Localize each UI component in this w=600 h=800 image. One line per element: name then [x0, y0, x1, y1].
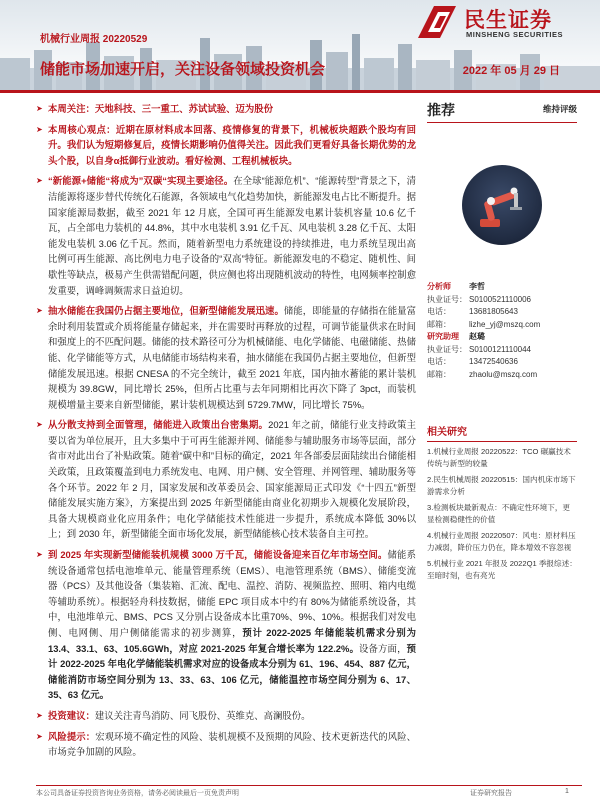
- logo-mark-icon: [414, 2, 460, 42]
- investment-advice-paragraph: [36, 708, 416, 724]
- related-research-link[interactable]: 5.机械行业 2021 年报及 2022Q1 季报综述：至暗时刻，也有亮光: [427, 559, 577, 580]
- arrow-bullet-icon: ➤: [36, 710, 43, 720]
- market-space-paragraph: [36, 547, 416, 703]
- related-research-link[interactable]: 4.机械行业周报 20220507：风电：原材料压力减弱，降价压力仍在，降本增效不容忽视: [427, 531, 576, 552]
- analyst-row: 执业证号： S0100521110006: [427, 294, 531, 304]
- analyst-email: lizhe_yj@mszq.com: [469, 319, 541, 329]
- market-space-text-2: 设备方面，: [359, 642, 407, 654]
- arrow-bullet-icon: ➤: [36, 306, 43, 316]
- analyst-row: 电话： 13681805643: [427, 307, 518, 316]
- pumped-storage-paragraph: [36, 303, 416, 412]
- recommend-label: 推荐: [427, 102, 455, 118]
- related-research: [427, 423, 577, 582]
- risk-warning-paragraph: [36, 729, 416, 760]
- market-space-text-1: 储能系统设备通常包括电池堆单元、能量管理系统（EMS）、电池管理系统（BMS）、储能变流器（PCS）及其他设备（集装箱、汇流、配电、温控、消防、视频监控、照明、箱内电缆等辅助系统）。根据轻舟科技数据，储能 EPC 项目成本中约有 80%为储能系统设备，其中，电池堆单元、BMS、PCS 又分别占设备成本比重70%、9%、10%。根据我们对发电侧、电网侧、用户侧储能需求的初步测算，: [48, 549, 416, 638]
- investment-advice-text: 建议关注青鸟消防、同飞股份、英维克、高澜股份。: [94, 709, 311, 721]
- footer-report-label: 证券研究报告: [470, 790, 512, 797]
- analyst-row: 分析师 李哲: [427, 282, 485, 291]
- rating-header: [427, 98, 577, 123]
- risk-warning-text: 宏观环境不确定性的风险、装机规模不及预期的风险、技术更新迭代的风险、市场竞争加剧的风险。: [48, 730, 416, 758]
- analyst-info: [427, 281, 577, 381]
- pumped-storage-text: 储能，即能量的存储指在能量富余时利用装置或介质将能量存储起来，并在需要时再释放的过程，可调节能量供求在时间和强度上的不匹配问题。储能的技术路径可分为机械储能、电化学储能、电磁储能、热储能、化学储能等方式，从电储能市场结构来看，抽水储能在我国仍占据主要地位，但新型储能发展迅速。根据 CNESA 的不完全统计，截至 2021 年底，国内抽水蓄能的累计装机规模为 39.8GW，同比增长 25%，但所占比重与去年同期相比再次下降了 3pct，而装机规模增量主要来自新型储能，累计装机规模达到 5729.7MW，同比增长 75%。: [48, 305, 416, 410]
- related-research-link[interactable]: 2.民生机械周报 20220515：国内机床市场下游需求分析: [427, 475, 576, 496]
- analyst-row: 电话： 13472540636: [427, 357, 518, 366]
- focus-text: 天地科技、三一重工、苏试试验、迈为股份: [94, 103, 274, 114]
- logo-text-en: MINSHENG SECURITIES: [466, 30, 564, 39]
- arrow-bullet-icon: ➤: [36, 420, 43, 430]
- footer-divider: [36, 785, 582, 786]
- analyst-row: 邮箱： lizhe_yj@mszq.com: [427, 319, 577, 332]
- header-divider: [0, 90, 600, 93]
- new-energy-paragraph: [36, 173, 416, 298]
- policy-paragraph: [36, 417, 416, 542]
- minsheng-logo: [412, 2, 582, 42]
- arrow-bullet-icon: ➤: [36, 176, 43, 186]
- risk-warning-label: 风险提示：: [48, 730, 96, 742]
- pumped-storage-lead: 抽水储能在我国仍占据主要地位，但新型储能发展迅速。: [48, 305, 284, 317]
- footer-disclaimer: 本公司具备证券投资咨询业务资格，请务必阅读最后一页免责声明: [36, 790, 239, 797]
- related-research-title: 相关研究: [427, 423, 577, 442]
- policy-text: 2021 年之前，储能行业支持政策主要以省为单位展开，且大多集中于可再生能源并网、储能参与辅助服务市场等层面，部分省市对此出台了补贴政策。随着“碳中和”目标的确定，2021 年各部委层面陆续出台储能相关政策，且政策覆盖到电力系统发电、电网、用户侧、安全管理、并网管理、辅助服务等各个环节。2022 年 2 月，国家发展和改革委员会、国家能源局正式印发《“十四五”新型储能发展实施方案》，方案提出到 2025 年新型储能由商业化初期步入规模化发展阶段，具备大规模商业化应用条件；电化学储能技术性能进一步提升，系统成本降低 30%以上；到 2030 年，新型储能全面市场化发展，新型储能核心技术装备自主可控。: [48, 419, 416, 540]
- focus-paragraph: [36, 101, 416, 117]
- analyst-row: 研究助理 赵璐: [427, 332, 485, 341]
- logo-text-cn: 民生证券: [464, 9, 552, 32]
- arrow-bullet-icon: ➤: [36, 124, 43, 134]
- analyst-row: 执业证号： S0100121110044: [427, 344, 531, 354]
- analyst-row: 邮箱： zhaolu@mszq.com: [427, 369, 577, 382]
- report-body: [36, 101, 416, 765]
- sidebar: [427, 98, 577, 582]
- focus-label: 本周关注：: [48, 103, 95, 114]
- rating-label: 维持评级: [542, 104, 577, 114]
- report-title: 储能市场加速开启，关注设备领域投资机会: [40, 61, 326, 78]
- new-energy-lead: “新能源+储能“将成为”双碳“实现主要途径。: [48, 175, 234, 187]
- page-number: 1: [565, 788, 569, 795]
- policy-lead: 从分散支持到全面管理，储能进入政策出台密集期。: [48, 419, 269, 431]
- header-banner: [0, 0, 600, 90]
- robot-arm-photo: [462, 165, 542, 245]
- market-space-bold-2: 预计 2022-2025 年电化学储能装机需求对应的设备成本分别为 61、196、454、887 亿元，储能消防市场空间分别为 13、33、63、106 亿元，储能温控市场空间分别为 6、17、35、63 亿元。: [48, 642, 416, 701]
- core-view-label: 本周核心观点：: [48, 123, 116, 135]
- core-view-paragraph: [36, 122, 416, 169]
- related-research-link[interactable]: 3.检测板块最新观点：不确定性环境下，更显检测稳健性的价值: [427, 503, 571, 524]
- arrow-bullet-icon: ➤: [36, 731, 43, 741]
- related-research-link[interactable]: 1.机械行业周报 20220522：TCO 碾贏技术传统与新型的较量: [427, 447, 571, 468]
- arrow-bullet-icon: ➤: [36, 104, 43, 113]
- robot-arm-icon: [476, 181, 528, 229]
- market-space-bold-1: 预计 2022-2025 年储能装机需求分别为 13.4、33.1、63、105.6GWh，对应 2021-2025 年复合增长率为 122.2%。: [48, 627, 416, 654]
- investment-advice-label: 投资建议：: [48, 709, 95, 721]
- report-type-label: 机械行业周报 20220529: [40, 34, 148, 45]
- report-date: 2022 年 05 月 29 日: [462, 65, 560, 77]
- arrow-bullet-icon: ➤: [36, 550, 43, 560]
- market-space-lead: 到 2025 年实现新型储能装机规模 3000 万千瓦，储能设备迎来百亿年市场空间。: [48, 549, 388, 561]
- new-energy-text: 在全球“能源危机”、“能源转型”背景之下，清洁能源将逐步替代传统化石能源，各领域电气化趋势加快，新能源发电占比不断提升。据国家能源局数据，截至 2021 年 12 月底，全国可再生能源发电累计装机容量 10.6 亿千瓦，占全部电力装机的 44.8%，其中水电装机 3.91 亿千瓦、风电装机 3.28 亿千瓦、太阳能发电装机 3.06 亿千瓦。然而，随着新型电力系统建设的持续推进，电力系统呈现出高比例可再生能源、高比例电力电子设备的“双高”特征。新能源发电的不稳定、随机性、间歇性等缺点，极易产生供需错配问题，供应侧也将出现随机波动的特性，电网频率控制愈发重要，调峰调频需求日益迫切。: [48, 175, 416, 296]
- assistant-email: zhaolu@mszq.com: [469, 369, 538, 379]
- core-view-text: 近期在原材料成本回落、疫情修复的背景下，机械板块超跌个股均有回升。我们认为短期修复后，疫情长期影响仍值得关注。因此我们更看好具备长期优势的龙头个股，以自身α抵御行业波动。看好检测、工程机械板块。: [48, 123, 416, 166]
